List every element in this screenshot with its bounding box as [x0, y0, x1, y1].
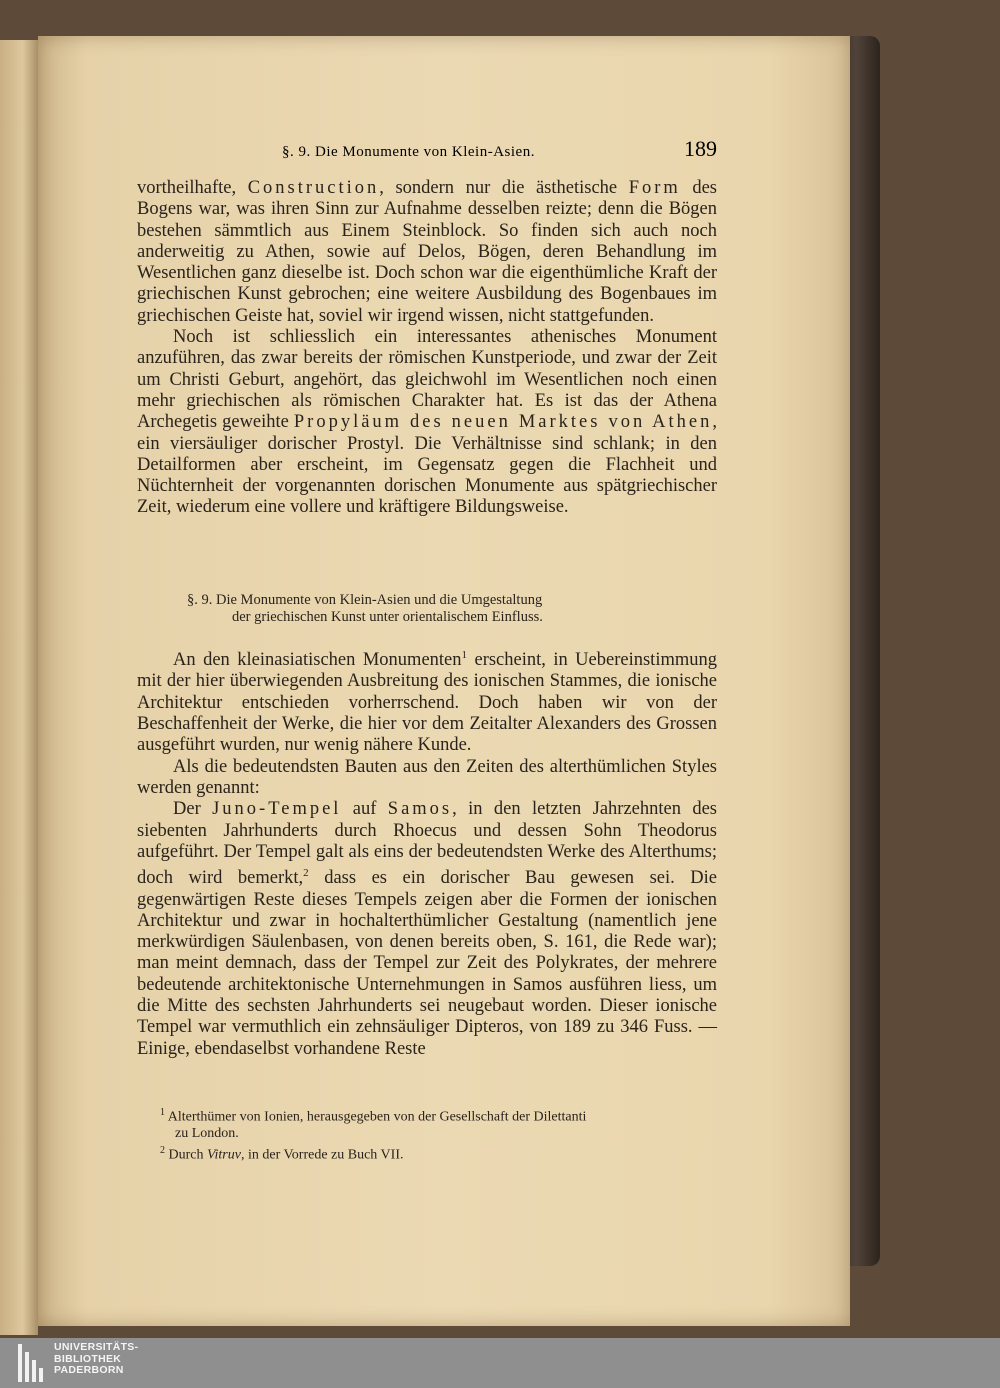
text-run: , sondern nur die ästhetische	[379, 178, 629, 198]
spaced-term: Construction	[247, 178, 380, 198]
text-run: des Bogens war, was ihren Sinn zur Aufnahme desselben reizte; denn die Bögen bestehen sämmtlich aus Einem Steinblock. So finden sich auch noch anderweitig zu Athen, sowie auf Delos, Bögen, deren Behandlung im Wesentlichen ganz dieselbe ist. Doch schon war die eigenthümliche Kraft der griechischen Kunst gebrochen; eine weitere Ausbildung des Bogenbaues im griechischen Geiste hat, soviel wir irgend wissen, nicht stattgefunden.	[137, 178, 718, 326]
library-name-line: UNIVERSITÄTS-	[54, 1341, 139, 1353]
text-run: erscheint, in Uebereinstimmung mit der hier überwiegenden Ausbreitung des ionischen Stammes, die ionische Architektur entschieden vorherrschend. Doch haben wir von der Beschaffenheit der Werke, die hier vor dem Zeitalter Alexanders des Grossen ausgeführt wurden, nur wenig nähere Kunde.	[137, 650, 717, 756]
spaced-term: Propyläum des neuen Marktes von Athen	[293, 412, 713, 433]
library-logo-icon	[18, 1344, 48, 1382]
footnote-2	[160, 1143, 720, 1164]
body-text-lower	[137, 645, 717, 1060]
library-name-line: PADERBORN	[54, 1364, 124, 1376]
footnotes	[160, 1105, 720, 1164]
section-heading-line-2: der griechischen Kunst unter orientalischem Einfluss.	[232, 609, 543, 625]
paragraph-4: Als die bedeutendsten Bauten aus den Zeiten des alterthümlichen Styles werden genannt:	[137, 756, 717, 798]
text-run: An den kleinasiatischen Monumenten	[173, 650, 462, 671]
text-run: vortheilhafte,	[137, 178, 248, 198]
section-heading-line-1: §. 9. Die Monumente von Klein-Asien und die Umgestaltung	[187, 592, 543, 608]
text-run: , ein viersäuliger dorischer Prostyl. Die Verhältnisse sind schlank; in den Detailformen aber erscheint, im Gegensatz gegen die Flachheit und Nüchternheit der vorgenannten dorischen Monumente aus spätgriechischer Zeit, wiederum eine vollere und kräftigere Bildungsweise.	[137, 412, 717, 518]
footnote-number: 2	[160, 1144, 165, 1156]
text-run: Durch	[168, 1147, 207, 1163]
text-run: Alterthümer von Ionien, herausgegeben von der Gesellschaft der Dilettanti	[167, 1109, 587, 1125]
section-heading	[187, 592, 707, 626]
page-number: 189	[684, 136, 717, 161]
body-text-upper	[137, 178, 717, 519]
footnote-ref: 1	[461, 649, 468, 661]
library-name-line: BIBLIOTHEK	[54, 1352, 122, 1365]
library-name	[54, 1342, 138, 1377]
text-run: dass es ein dorischer Bau gewesen sei. Die gegenwärtigen Reste dieses Tempels zeigen aber die Formen der ionischen Architektur und zwar in hochalterthümlicher Gestaltung (namentlich jene merkwürdigen Säulenbasen, von denen bereits oben, S. 161, die Rede war); man meint demnach, dass der Tempel zur Zeit des Polykrates, der mehrere bedeutende architektonische Unternehmungen in Samos ausführen liess, um die Mitte des sechsten Jahrhunderts sei neugebaut worden. Dieser ionische Tempel war vermuthlich ein zehnsäuliger Dipteros, von 189 zu 346 Fuss. — Einige, ebendaselbst vorhandene Reste	[137, 868, 717, 1059]
paragraph-1	[137, 178, 717, 327]
paragraph-3	[137, 645, 717, 757]
footnote-ref: 2	[303, 867, 309, 880]
running-head-title: §. 9. Die Monumente von Klein-Asien.	[282, 144, 535, 160]
spaced-term: Samos	[387, 799, 453, 820]
text-run: , in den letzten Jahrzehnten des siebenten Jahrhunderts durch Rhoecus und dessen Sohn Theodorus aufgeführt. Der Tempel galt als eins der bedeutendsten Werke des Alterthums; doch wird bemerkt,	[137, 799, 718, 889]
spaced-term: Form	[628, 178, 681, 198]
library-footer	[0, 1338, 1000, 1388]
text-run: auf	[341, 799, 388, 820]
footnote-1-continued: zu London.	[175, 1126, 239, 1142]
footnote-1	[160, 1105, 720, 1126]
footnote-number: 1	[160, 1107, 165, 1118]
paragraph-5	[137, 799, 717, 1060]
running-head	[137, 136, 717, 166]
text-run: Noch ist schliesslich ein interessantes athenisches Monument anzuführen, das zwar bereits der römischen Kunstperiode, und zwar der Zeit um Christi Geburt, angehört, das gleichwohl im Wesentlichen noch einen mehr griechischen als römischen Charakter hat. Es ist das der Athena Archegetis geweihte	[137, 327, 717, 433]
text-run: , in der Vorrede zu Buch VII.	[240, 1147, 404, 1163]
left-page-edge	[0, 40, 38, 1335]
italic-term: Vitruv	[207, 1147, 241, 1163]
paragraph-2	[137, 327, 717, 519]
text-run: Der	[173, 799, 213, 820]
spaced-term: Juno-Tempel	[212, 799, 342, 820]
